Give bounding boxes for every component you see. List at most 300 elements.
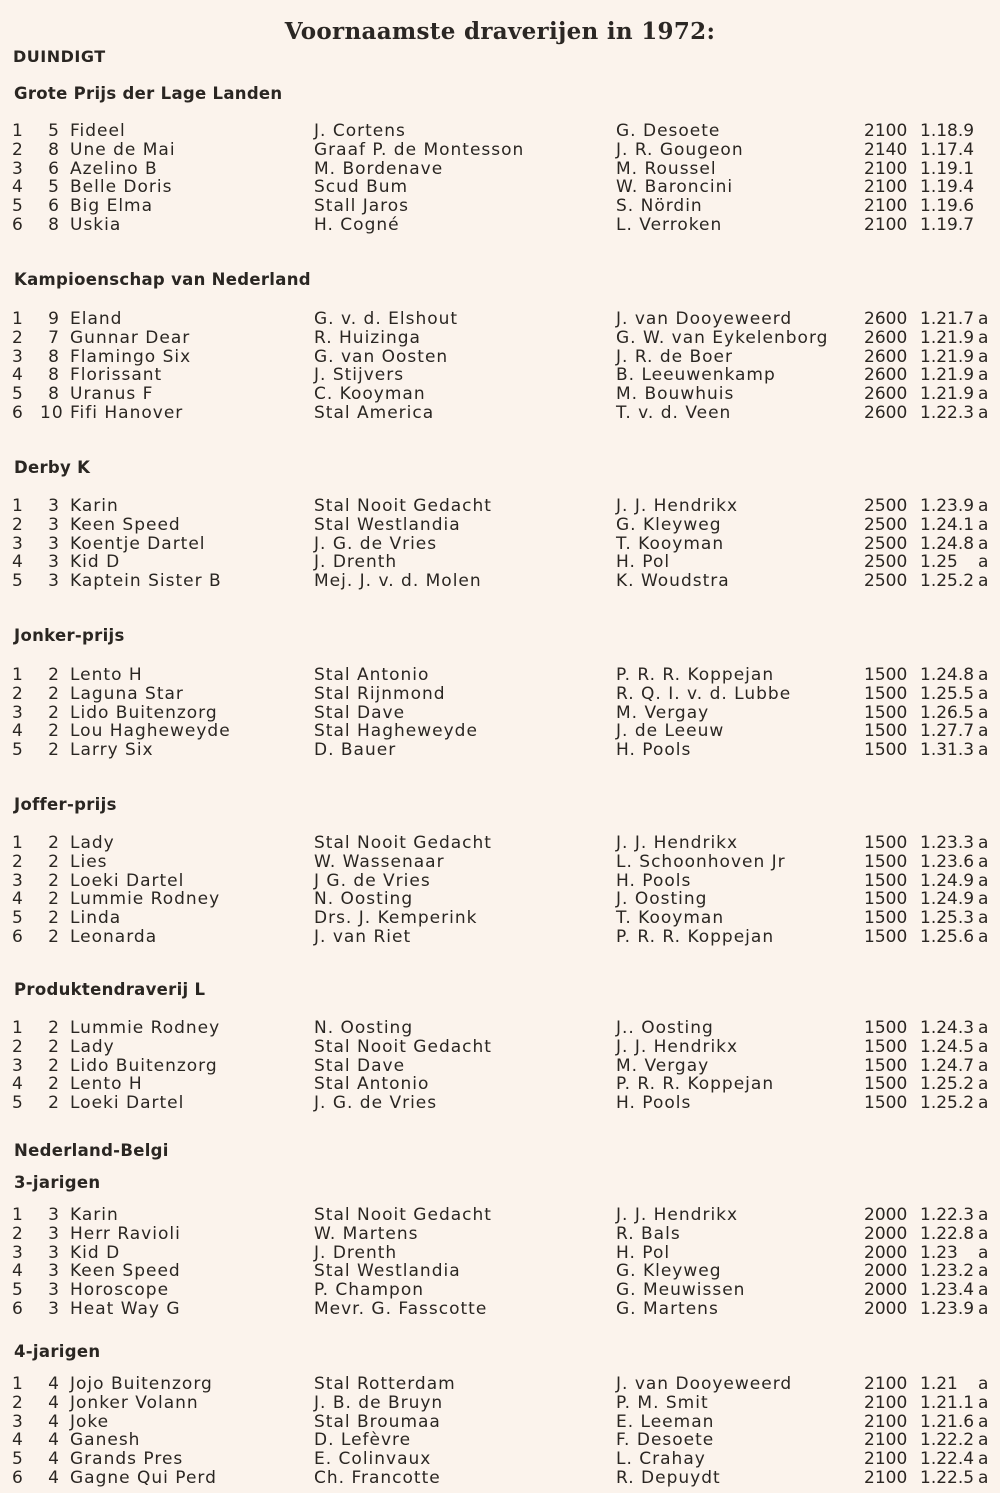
cell-num: 9 <box>48 309 60 329</box>
cell-driver: T. v. d. Veen <box>616 402 732 423</box>
cell-pos: 3 <box>12 870 24 891</box>
cell-owner: D. Lefèvre <box>314 1430 412 1451</box>
result-row <box>0 685 1000 704</box>
cell-num: 2 <box>48 702 60 723</box>
race-title: Joffer-prijs <box>14 795 117 814</box>
cell-note: a <box>978 908 989 929</box>
cell-horse: Kid D <box>70 1242 121 1263</box>
cell-num: 2 <box>48 1036 60 1057</box>
cell-owner: Mevr. G. Fasscotte <box>314 1298 488 1319</box>
cell-driver: G. Kleyweg <box>616 514 722 535</box>
cell-driver: E. Leeman <box>616 1411 715 1432</box>
result-row <box>0 1413 1000 1432</box>
cell-note: a <box>978 571 989 592</box>
cell-owner: Stall Jaros <box>314 196 410 217</box>
cell-pos: 3 <box>12 1411 24 1432</box>
cell-time: 1.22.8 <box>920 1223 975 1244</box>
cell-driver: B. Leeuwenkamp <box>616 365 776 386</box>
cell-dist: 2100 <box>864 214 908 235</box>
cell-time: 1.21 <box>920 1374 958 1394</box>
race-title: Grote Prijs der Lage Landen <box>14 84 283 103</box>
cell-pos: 4 <box>12 177 24 198</box>
cell-note: a <box>978 1018 989 1038</box>
cell-note: a <box>978 496 989 516</box>
cell-pos: 4 <box>12 1074 24 1095</box>
cell-dist: 1500 <box>864 1074 908 1095</box>
cell-owner: Stal Hagheweyde <box>314 721 478 742</box>
cell-horse: Lido Buitenzorg <box>70 1055 218 1076</box>
cell-time: 1.23.6 <box>920 851 975 872</box>
cell-time: 1.21.9 <box>920 346 975 367</box>
cell-pos: 2 <box>12 683 24 704</box>
cell-owner: Stal Nooit Gedacht <box>314 1036 492 1057</box>
cell-owner: M. Bordenave <box>314 158 444 179</box>
cell-horse: Heat Way G <box>70 1298 181 1319</box>
cell-num: 10 <box>40 402 64 423</box>
cell-owner: J. Drenth <box>314 1242 398 1263</box>
cell-num: 2 <box>48 1093 60 1114</box>
result-row <box>0 348 1000 367</box>
cell-pos: 2 <box>12 1036 24 1057</box>
cell-dist: 2500 <box>864 552 908 573</box>
cell-num: 2 <box>48 1055 60 1076</box>
cell-time: 1.25.2 <box>920 1093 975 1114</box>
cell-num: 2 <box>48 851 60 872</box>
cell-pos: 2 <box>12 327 24 348</box>
cell-time: 1.23.3 <box>920 833 975 853</box>
cell-dist: 2600 <box>864 327 908 348</box>
cell-pos: 4 <box>12 365 24 386</box>
result-row <box>0 535 1000 554</box>
cell-horse: Larry Six <box>70 740 154 761</box>
cell-time: 1.24.7 <box>920 1055 975 1076</box>
cell-owner: W. Wassenaar <box>314 851 445 872</box>
cell-dist: 1500 <box>864 740 908 761</box>
cell-owner: J. van Riet <box>314 926 412 947</box>
cell-num: 2 <box>48 683 60 704</box>
cell-horse: Uskia <box>70 214 122 235</box>
cell-horse: Big Elma <box>70 196 154 217</box>
cell-dist: 2500 <box>864 571 908 592</box>
cell-pos: 1 <box>12 833 24 853</box>
result-rows <box>0 1375 1000 1488</box>
cell-time: 1.25.2 <box>920 571 975 592</box>
result-row <box>0 1019 1000 1038</box>
cell-horse: Flamingo Six <box>70 346 192 367</box>
race-subtitle: 3-jarigen <box>14 1173 101 1192</box>
result-row <box>0 1300 1000 1319</box>
cell-note: a <box>978 1449 989 1470</box>
result-rows <box>0 834 1000 947</box>
cell-dist: 1500 <box>864 870 908 891</box>
cell-pos: 3 <box>12 1242 24 1263</box>
cell-driver: J.. Oosting <box>616 1018 714 1038</box>
cell-num: 6 <box>48 158 60 179</box>
result-rows <box>0 666 1000 760</box>
cell-driver: J. Oosting <box>616 889 708 910</box>
result-rows <box>0 1206 1000 1319</box>
cell-num: 2 <box>48 1018 60 1038</box>
cell-horse: Karin <box>70 496 119 516</box>
cell-horse: Lady <box>70 833 115 853</box>
cell-pos: 5 <box>12 1449 24 1470</box>
cell-horse: Lou Hagheweyde <box>70 721 231 742</box>
cell-time: 1.19.1 <box>920 158 975 179</box>
cell-owner: D. Bauer <box>314 740 397 761</box>
cell-num: 7 <box>48 327 60 348</box>
cell-horse: Loeki Dartel <box>70 870 185 891</box>
cell-pos: 4 <box>12 889 24 910</box>
cell-dist: 2500 <box>864 496 908 516</box>
cell-time: 1.31.3 <box>920 740 975 761</box>
cell-driver: G. W. van Eykelenborg <box>616 327 829 348</box>
cell-pos: 4 <box>12 721 24 742</box>
cell-horse: Azelino B <box>70 158 158 179</box>
cell-dist: 2100 <box>864 121 908 141</box>
cell-owner: Stal Westlandia <box>314 1261 461 1282</box>
cell-driver: L. Crahay <box>616 1449 706 1470</box>
cell-num: 4 <box>48 1411 60 1432</box>
cell-note: a <box>978 1055 989 1076</box>
cell-driver: R. Bals <box>616 1223 681 1244</box>
cell-num: 2 <box>48 926 60 947</box>
cell-driver: H. Pol <box>616 1242 671 1263</box>
cell-num: 8 <box>48 384 60 405</box>
cell-num: 8 <box>48 365 60 386</box>
cell-horse: Leonarda <box>70 926 158 947</box>
cell-driver: J. R. de Boer <box>616 346 734 367</box>
cell-note: a <box>978 740 989 761</box>
cell-pos: 3 <box>12 1055 24 1076</box>
cell-horse: Jojo Buitenzorg <box>70 1374 213 1394</box>
cell-dist: 1500 <box>864 702 908 723</box>
result-row <box>0 666 1000 685</box>
cell-pos: 2 <box>12 139 24 160</box>
cell-driver: H. Pools <box>616 1093 692 1114</box>
cell-time: 1.24.8 <box>920 665 975 685</box>
cell-pos: 5 <box>12 1093 24 1114</box>
cell-driver: T. Kooyman <box>616 908 725 929</box>
cell-pos: 5 <box>12 908 24 929</box>
cell-note: a <box>978 1205 989 1225</box>
cell-dist: 1500 <box>864 1093 908 1114</box>
cell-note: a <box>978 665 989 685</box>
cell-driver: W. Baroncini <box>616 177 734 198</box>
cell-dist: 2500 <box>864 533 908 554</box>
race-title: 4-jarigen <box>14 1342 101 1361</box>
cell-dist: 1500 <box>864 926 908 947</box>
cell-driver: S. Nördin <box>616 196 703 217</box>
cell-owner: Scud Bum <box>314 177 409 198</box>
cell-note: a <box>978 870 989 891</box>
cell-dist: 2100 <box>864 1449 908 1470</box>
cell-owner: C. Kooyman <box>314 384 426 405</box>
cell-horse: Ganesh <box>70 1430 141 1451</box>
cell-num: 3 <box>48 1280 60 1301</box>
cell-dist: 2100 <box>864 1430 908 1451</box>
cell-horse: Fideel <box>70 121 126 141</box>
result-row <box>0 741 1000 760</box>
result-row <box>0 366 1000 385</box>
venue-heading: DUINDIGT <box>13 47 106 66</box>
cell-driver: H. Pools <box>616 740 692 761</box>
cell-driver: J. J. Hendrikx <box>616 496 739 516</box>
cell-time: 1.24.1 <box>920 514 975 535</box>
result-row <box>0 1075 1000 1094</box>
cell-horse: Joke <box>70 1411 110 1432</box>
cell-dist: 2000 <box>864 1261 908 1282</box>
cell-dist: 1500 <box>864 683 908 704</box>
cell-num: 2 <box>48 870 60 891</box>
cell-driver: T. Kooyman <box>616 533 725 554</box>
cell-owner: Stal Broumaa <box>314 1411 441 1432</box>
cell-time: 1.23.9 <box>920 496 975 516</box>
cell-horse: Laguna Star <box>70 683 184 704</box>
cell-dist: 2000 <box>864 1280 908 1301</box>
cell-dist: 2100 <box>864 158 908 179</box>
cell-num: 3 <box>48 552 60 573</box>
cell-horse: Karin <box>70 1205 119 1225</box>
cell-time: 1.25.3 <box>920 908 975 929</box>
race-title: Produktendraverij L <box>14 980 206 999</box>
result-row <box>0 404 1000 423</box>
cell-num: 2 <box>48 740 60 761</box>
cell-pos: 3 <box>12 158 24 179</box>
cell-dist: 2100 <box>864 1467 908 1488</box>
cell-owner: G. v. d. Elshout <box>314 309 459 329</box>
cell-horse: Gagne Qui Perd <box>70 1467 217 1488</box>
race-title: Derby K <box>14 458 91 477</box>
cell-driver: J. de Leeuw <box>616 721 725 742</box>
cell-dist: 2000 <box>864 1298 908 1319</box>
result-row <box>0 890 1000 909</box>
cell-owner: J. Stijvers <box>314 365 405 386</box>
cell-owner: Stal America <box>314 402 435 423</box>
cell-horse: Lido Buitenzorg <box>70 702 218 723</box>
cell-owner: J. G. de Vries <box>314 1093 438 1114</box>
cell-note: a <box>978 1036 989 1057</box>
cell-note: a <box>978 1223 989 1244</box>
result-rows <box>0 497 1000 591</box>
cell-driver: J. van Dooyeweerd <box>616 1374 793 1394</box>
cell-owner: J G. de Vries <box>314 870 431 891</box>
cell-pos: 1 <box>12 1018 24 1038</box>
cell-time: 1.21.6 <box>920 1411 975 1432</box>
result-row <box>0 872 1000 891</box>
cell-dist: 2140 <box>864 139 908 160</box>
cell-driver: M. Bouwhuis <box>616 384 735 405</box>
cell-dist: 1500 <box>864 833 908 853</box>
cell-num: 8 <box>48 139 60 160</box>
cell-time: 1.22.5 <box>920 1467 975 1488</box>
cell-owner: H. Cogné <box>314 214 400 235</box>
result-row <box>0 1394 1000 1413</box>
cell-horse: Lies <box>70 851 108 872</box>
cell-horse: Une de Mai <box>70 139 176 160</box>
cell-driver: R. Depuydt <box>616 1467 721 1488</box>
cell-dist: 2000 <box>864 1242 908 1263</box>
cell-horse: Grands Pres <box>70 1449 184 1470</box>
result-row <box>0 1038 1000 1057</box>
cell-note: a <box>978 851 989 872</box>
cell-owner: W. Martens <box>314 1223 419 1244</box>
cell-pos: 2 <box>12 851 24 872</box>
cell-dist: 2600 <box>864 365 908 386</box>
cell-num: 3 <box>48 514 60 535</box>
cell-driver: H. Pol <box>616 552 671 573</box>
result-row <box>0 122 1000 141</box>
result-row <box>0 1057 1000 1076</box>
cell-owner: Stal Antonio <box>314 1074 430 1095</box>
cell-time: 1.25.5 <box>920 683 975 704</box>
cell-owner: Stal Dave <box>314 1055 406 1076</box>
cell-note: a <box>978 1374 989 1394</box>
cell-horse: Jonker Volann <box>70 1392 199 1413</box>
result-row <box>0 1225 1000 1244</box>
cell-note: a <box>978 1467 989 1488</box>
cell-horse: Loeki Dartel <box>70 1093 185 1114</box>
cell-pos: 5 <box>12 384 24 405</box>
result-row <box>0 853 1000 872</box>
cell-num: 3 <box>48 1242 60 1263</box>
cell-time: 1.17.4 <box>920 139 975 160</box>
cell-num: 3 <box>48 1205 60 1225</box>
cell-pos: 5 <box>12 1280 24 1301</box>
cell-dist: 2600 <box>864 384 908 405</box>
cell-note: a <box>978 1074 989 1095</box>
cell-num: 2 <box>48 889 60 910</box>
cell-pos: 3 <box>12 346 24 367</box>
cell-time: 1.24.9 <box>920 870 975 891</box>
cell-horse: Gunnar Dear <box>70 327 191 348</box>
cell-time: 1.21.9 <box>920 384 975 405</box>
cell-owner: N. Oosting <box>314 889 414 910</box>
cell-num: 4 <box>48 1374 60 1394</box>
cell-driver: J. van Dooyeweerd <box>616 309 793 329</box>
cell-horse: Fifi Hanover <box>70 402 184 423</box>
cell-horse: Kid D <box>70 552 121 573</box>
cell-horse: Florissant <box>70 365 163 386</box>
result-rows <box>0 1019 1000 1113</box>
cell-note: a <box>978 833 989 853</box>
cell-num: 2 <box>48 1074 60 1095</box>
cell-pos: 1 <box>12 665 24 685</box>
cell-note: a <box>978 533 989 554</box>
cell-num: 5 <box>48 177 60 198</box>
cell-time: 1.21.7 <box>920 309 975 329</box>
cell-owner: Mej. J. v. d. Molen <box>314 571 482 592</box>
cell-driver: M. Vergay <box>616 1055 710 1076</box>
cell-time: 1.21.9 <box>920 327 975 348</box>
cell-note: a <box>978 1298 989 1319</box>
cell-note: a <box>978 1392 989 1413</box>
cell-owner: G. van Oosten <box>314 346 449 367</box>
result-row <box>0 160 1000 179</box>
cell-owner: J. Drenth <box>314 552 398 573</box>
cell-dist: 2600 <box>864 346 908 367</box>
cell-num: 3 <box>48 1298 60 1319</box>
cell-horse: Herr Ravioli <box>70 1223 181 1244</box>
cell-pos: 1 <box>12 496 24 516</box>
cell-dist: 2500 <box>864 514 908 535</box>
cell-horse: Koentje Dartel <box>70 533 206 554</box>
cell-horse: Keen Speed <box>70 514 181 535</box>
cell-owner: Drs. J. Kemperink <box>314 908 478 929</box>
cell-horse: Lento H <box>70 1074 143 1095</box>
cell-horse: Lummie Rodney <box>70 1018 221 1038</box>
cell-note: a <box>978 1242 989 1263</box>
result-row <box>0 722 1000 741</box>
cell-num: 2 <box>48 665 60 685</box>
result-row <box>0 178 1000 197</box>
cell-dist: 2100 <box>864 196 908 217</box>
cell-dist: 1500 <box>864 665 908 685</box>
cell-driver: J. J. Hendrikx <box>616 1036 739 1057</box>
cell-num: 8 <box>48 214 60 235</box>
cell-pos: 5 <box>12 196 24 217</box>
cell-owner: R. Huizinga <box>314 327 421 348</box>
cell-time: 1.23.4 <box>920 1280 975 1301</box>
cell-note: a <box>978 1093 989 1114</box>
cell-num: 2 <box>48 908 60 929</box>
cell-dist: 2100 <box>864 1411 908 1432</box>
cell-pos: 1 <box>12 309 24 329</box>
cell-pos: 4 <box>12 552 24 573</box>
cell-time: 1.22.2 <box>920 1430 975 1451</box>
cell-note: a <box>978 1411 989 1432</box>
cell-owner: P. Champon <box>314 1280 424 1301</box>
cell-owner: Stal Rotterdam <box>314 1374 456 1394</box>
cell-pos: 2 <box>12 514 24 535</box>
result-row <box>0 928 1000 947</box>
result-row <box>0 197 1000 216</box>
cell-note: a <box>978 346 989 367</box>
cell-note: a <box>978 384 989 405</box>
cell-pos: 6 <box>12 1298 24 1319</box>
cell-note: a <box>978 1430 989 1451</box>
cell-time: 1.27.7 <box>920 721 975 742</box>
cell-note: a <box>978 309 989 329</box>
cell-driver: J. J. Hendrikx <box>616 1205 739 1225</box>
result-row <box>0 553 1000 572</box>
cell-pos: 6 <box>12 926 24 947</box>
result-row <box>0 1206 1000 1225</box>
cell-pos: 4 <box>12 1261 24 1282</box>
cell-horse: Lady <box>70 1036 115 1057</box>
cell-owner: Stal Dave <box>314 702 406 723</box>
cell-num: 4 <box>48 1392 60 1413</box>
cell-owner: Stal Rijnmond <box>314 683 446 704</box>
cell-pos: 3 <box>12 702 24 723</box>
cell-dist: 1500 <box>864 1036 908 1057</box>
cell-driver: K. Woudstra <box>616 571 730 592</box>
result-row <box>0 329 1000 348</box>
cell-owner: Stal Westlandia <box>314 514 461 535</box>
cell-pos: 6 <box>12 214 24 235</box>
result-row <box>0 572 1000 591</box>
cell-horse: Uranus F <box>70 384 154 405</box>
cell-dist: 2000 <box>864 1205 908 1225</box>
cell-note: a <box>978 514 989 535</box>
cell-time: 1.24.5 <box>920 1036 975 1057</box>
cell-driver: G. Desoete <box>616 121 721 141</box>
cell-num: 2 <box>48 833 60 853</box>
result-row <box>0 1094 1000 1113</box>
cell-time: 1.21.1 <box>920 1392 975 1413</box>
result-row <box>0 385 1000 404</box>
result-row <box>0 310 1000 329</box>
cell-horse: Lento H <box>70 665 143 685</box>
